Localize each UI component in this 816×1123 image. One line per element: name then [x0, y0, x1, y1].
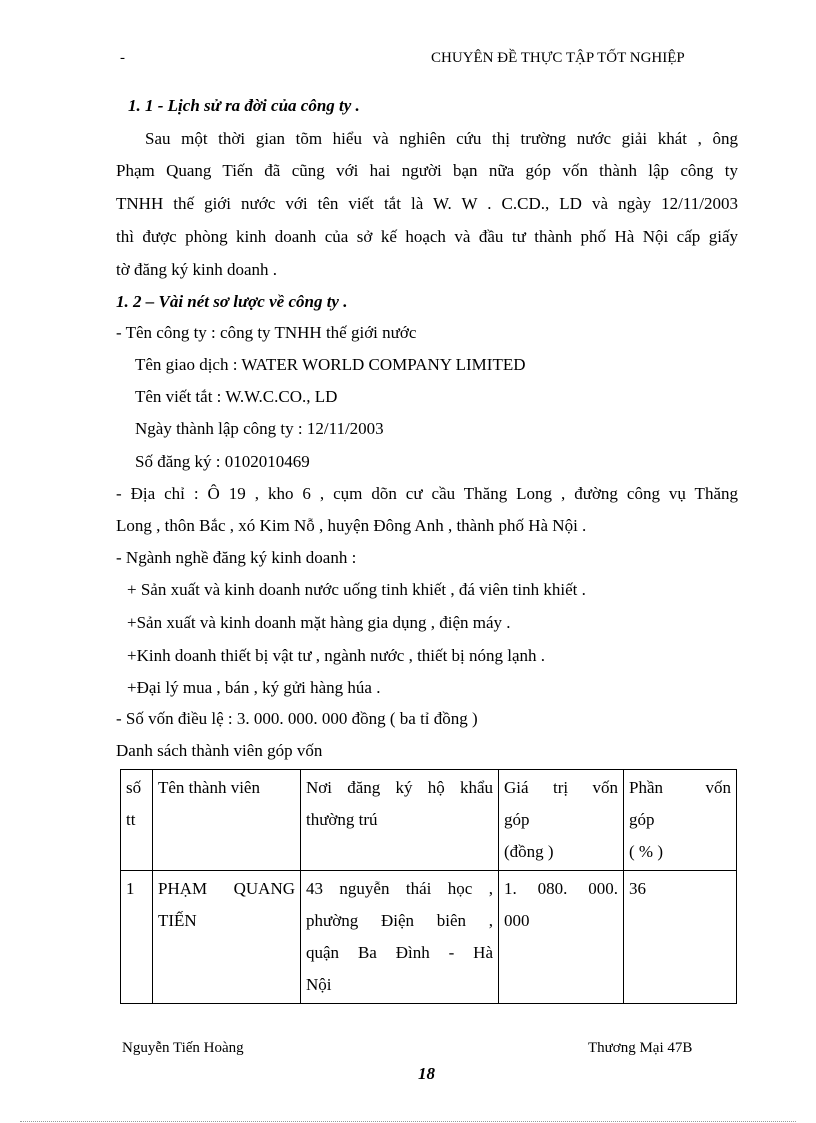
cell-line: 1. 080. 000.	[504, 879, 618, 898]
header-cell-line: Giá trị vốn	[504, 778, 618, 797]
section1-line: Phạm Quang Tiến đã cũng với hai người bạn nữa góp vốn thành lập công ty	[116, 161, 738, 180]
footer-class: Thương Mại 47B	[588, 1040, 693, 1056]
abbreviation: Tên viết tắt : W.W.C.CO., LD	[135, 387, 338, 406]
header-cell-line: Tên thành viên	[158, 778, 260, 797]
cell-capital-share	[624, 871, 737, 1004]
business-heading: - Ngành nghề đăng ký kinh doanh :	[116, 548, 357, 567]
header-cell-line: Nơi đăng ký hộ khẩu	[306, 778, 493, 797]
section2-heading: 1. 2 – Vài nét sơ lược về công ty .	[116, 292, 348, 311]
cell-line: PHẠM QUANG	[158, 879, 295, 898]
address-line: Long , thôn Bắc , xó Kim Nỗ , huyện Đông Anh , thành phố Hà Nội .	[116, 516, 587, 535]
header-cell-line: (đồng )	[504, 842, 554, 861]
header-cell-line: góp	[504, 810, 530, 829]
charter-capital: - Số vốn điều lệ : 3. 000. 000. 000 đồng ( ba tỉ đồng )	[116, 709, 478, 728]
header-cell-line: Phần vốn	[629, 778, 731, 797]
business-item: + Sản xuất và kinh doanh nước uống tinh khiết , đá viên tinh khiết .	[127, 580, 586, 599]
table-header-row	[121, 770, 737, 871]
header-cell-line: ( % )	[629, 842, 663, 861]
business-item: +Đại lý mua , bán , ký gửi hàng húa .	[127, 678, 381, 697]
header-cell-line: số	[126, 778, 142, 797]
header-stt	[121, 770, 153, 871]
business-item: +Sản xuất và kinh doanh mặt hàng gia dụng , điện máy .	[127, 613, 511, 632]
cell-line: 000	[504, 911, 530, 930]
cell-member-name	[153, 871, 301, 1004]
header-member-name	[153, 770, 301, 871]
trade-name: Tên giao dịch : WATER WORLD COMPANY LIMITED	[135, 355, 526, 374]
cell-residence	[301, 871, 499, 1004]
cell-line: 36	[629, 879, 646, 898]
footer-author: Nguyễn Tiến Hoàng	[122, 1040, 244, 1056]
members-caption: Danh sách thành viên góp vốn	[116, 741, 323, 760]
header-cell-line: góp	[629, 810, 655, 829]
header-capital-value	[499, 770, 624, 871]
header-capital-share	[624, 770, 737, 871]
table-row	[121, 871, 737, 1004]
company-name: - Tên công ty : công ty TNHH thế giới nước	[116, 323, 417, 342]
address-line: - Địa chỉ : Ô 19 , kho 6 , cụm dõn cư cầu Thăng Long , đường công vụ Thăng	[116, 484, 738, 503]
section1-line: tờ đăng ký kinh doanh .	[116, 260, 278, 279]
cell-line: Nội	[306, 975, 332, 994]
members-table	[120, 769, 737, 1004]
cell-line: 43 nguyễn thái học ,	[306, 879, 493, 898]
section1-line: TNHH thế giới nước với tên viết tắt là W. W . C.CD., LD và ngày 12/11/2003	[116, 194, 738, 213]
cell-line: quận Ba Đình - Hà	[306, 943, 493, 962]
registration-number: Số đăng ký : 0102010469	[135, 452, 310, 471]
header-cell-line: tt	[126, 810, 136, 829]
header-cell-line: thường trú	[306, 810, 378, 829]
header-dash: -	[120, 50, 125, 66]
cell-stt	[121, 871, 153, 1004]
cell-capital-value	[499, 871, 624, 1004]
cell-line: 1	[126, 879, 135, 898]
section1-line: thì được phòng kinh doanh của sở kế hoạch và đầu tư thành phố Hà Nội cấp giấy	[116, 227, 738, 246]
header-title: CHUYÊN ĐỀ THỰC TẬP TỐT NGHIỆP	[431, 50, 685, 66]
founded-date: Ngày thành lập công ty : 12/11/2003	[135, 419, 384, 438]
section1-line: Sau một thời gian tõm hiểu và nghiên cứu thị trường nước giải khát , ông	[145, 129, 738, 148]
section1-heading: 1. 1 - Lịch sử ra đời của công ty .	[128, 96, 360, 115]
page-bottom-divider	[20, 1121, 796, 1122]
page-number: 18	[418, 1064, 435, 1083]
business-item: +Kinh doanh thiết bị vật tư , ngành nước , thiết bị nóng lạnh .	[127, 646, 546, 665]
cell-line: TIẾN	[158, 911, 197, 930]
header-residence	[301, 770, 499, 871]
cell-line: phường Điện biên ,	[306, 911, 493, 930]
